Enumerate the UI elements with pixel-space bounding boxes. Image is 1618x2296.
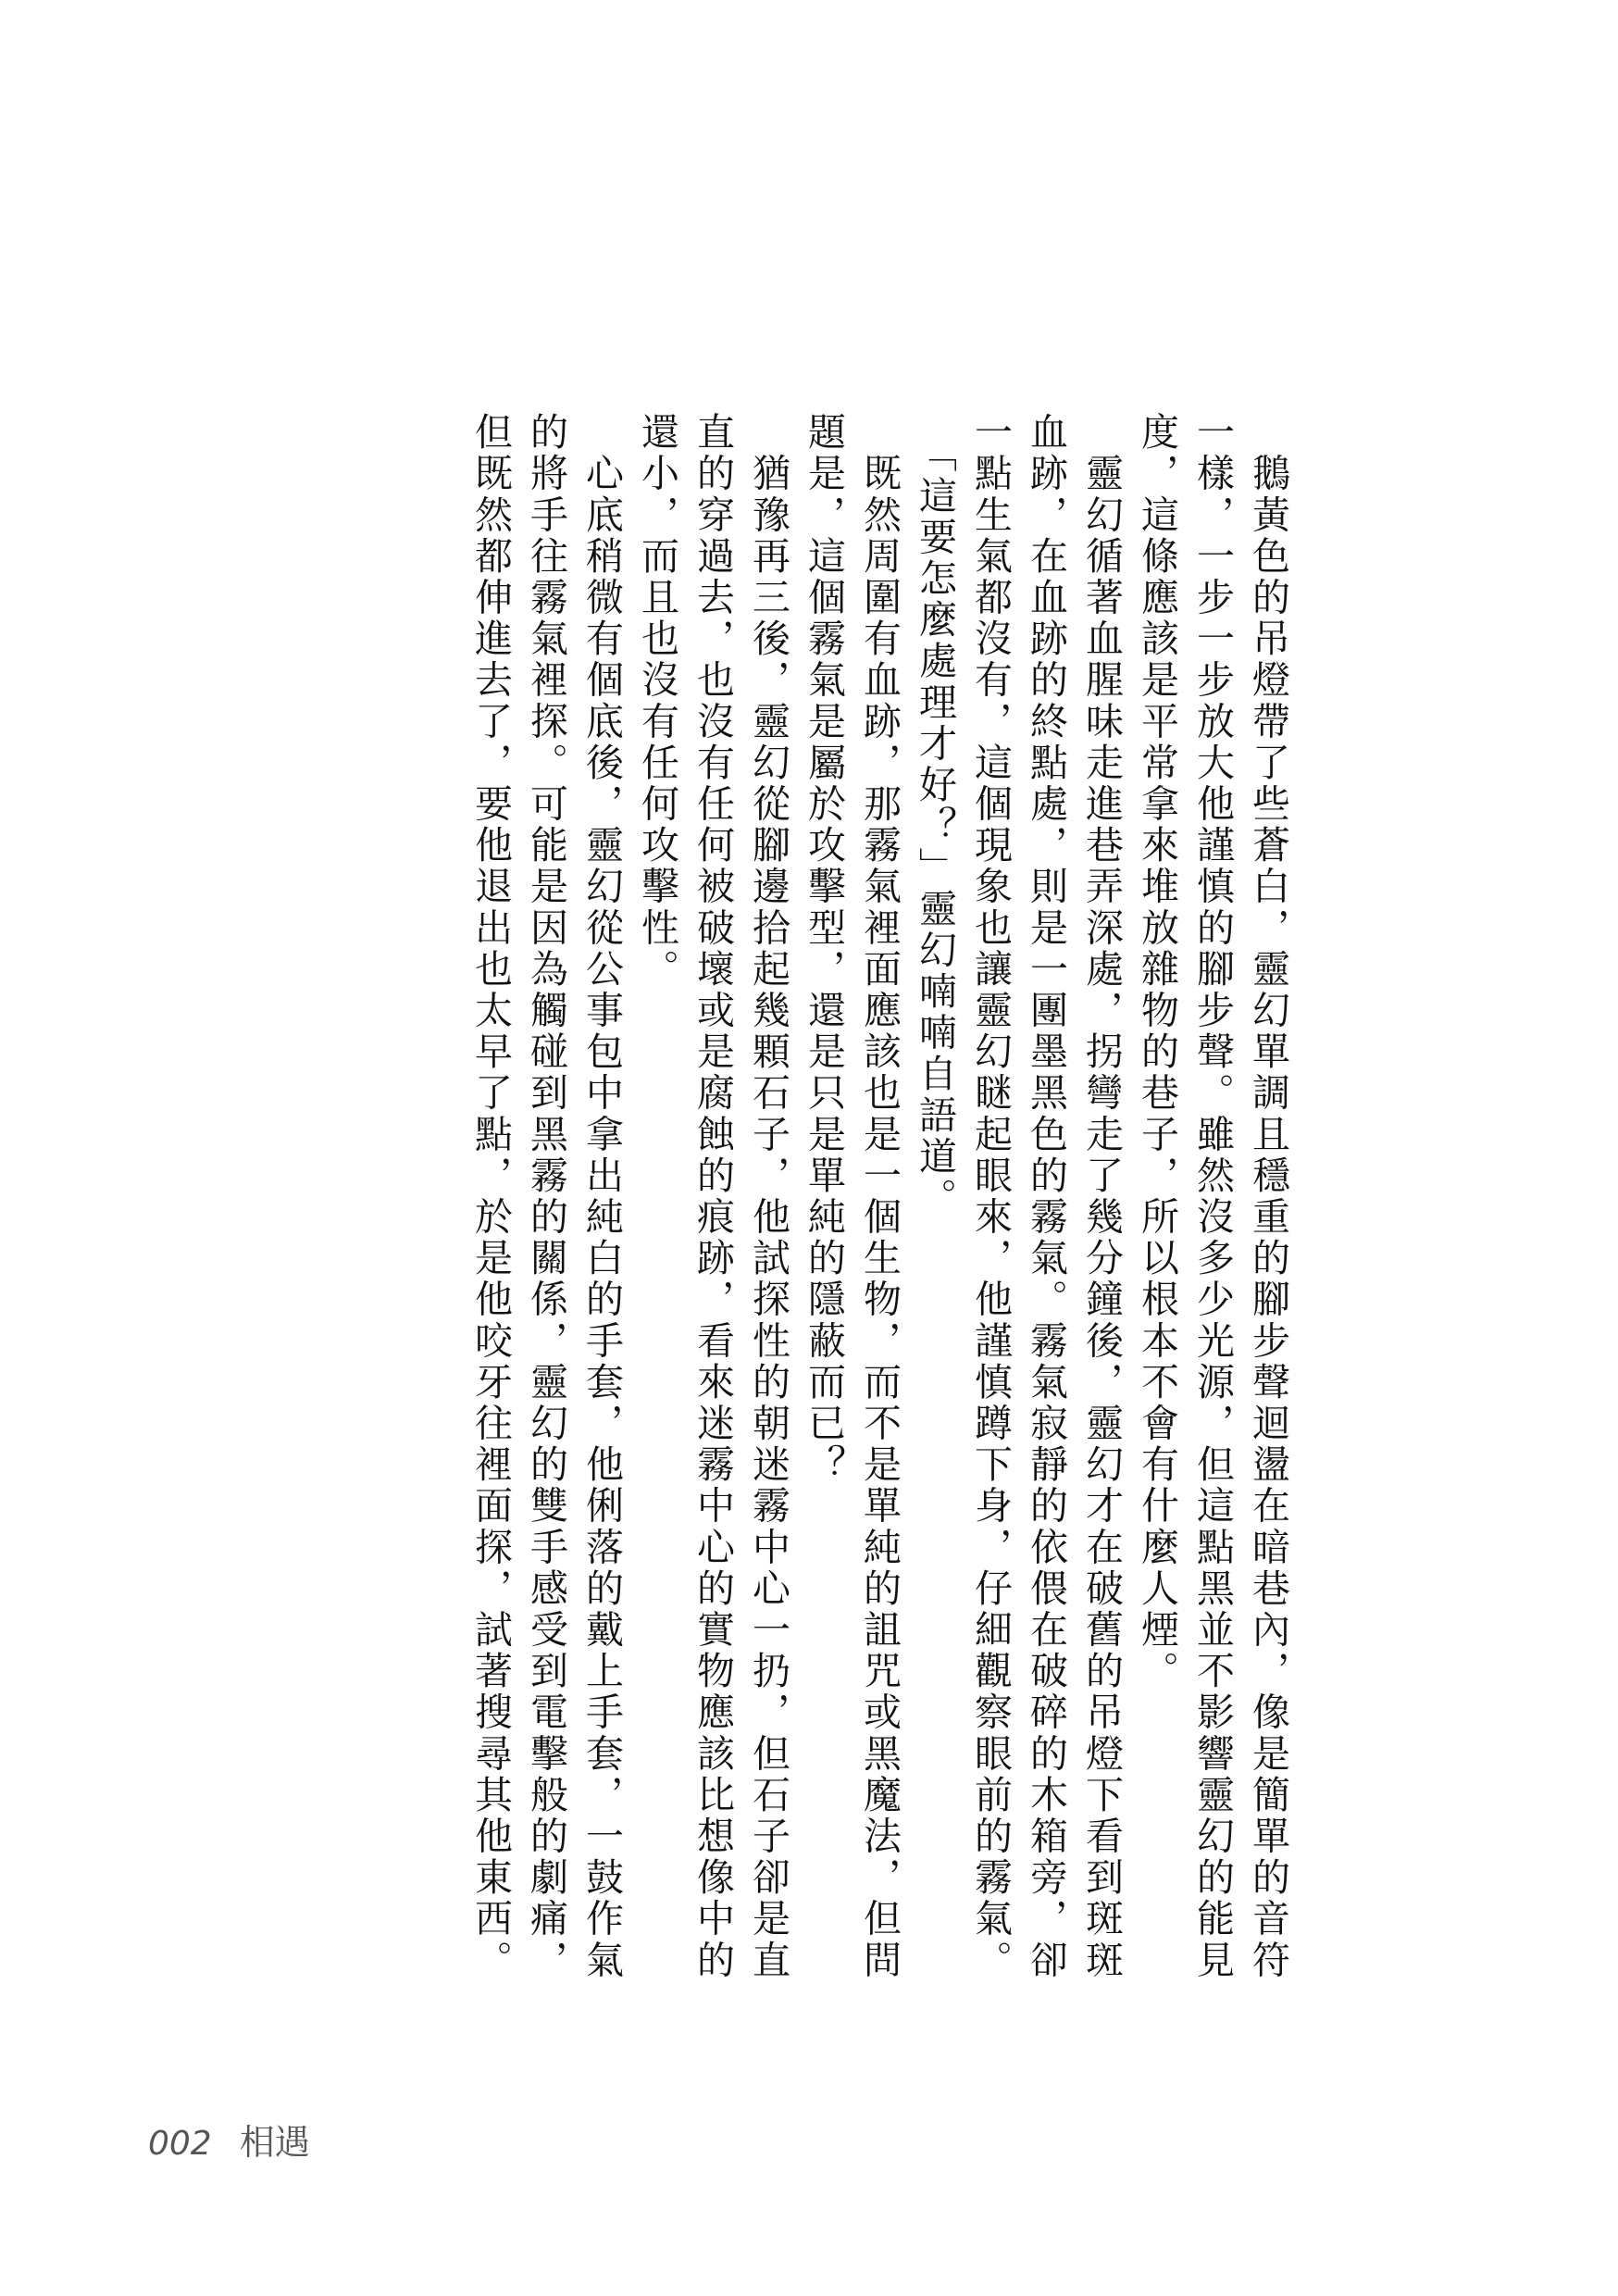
paragraph: 「這要怎麼處理才好？」靈幻喃喃自語道。: [913, 412, 957, 1219]
vertical-body-text: [366, 412, 1296, 2014]
page-number: 002: [148, 2125, 212, 2163]
paragraph: 鵝黃色的吊燈帶了些蒼白，靈幻單調且穩重的腳步聲迴盪在暗巷內，像是簡單的音符一樣，一步一步放大他謹慎的腳步聲。雖然沒多少光源，但這點黑並不影響靈幻的能見度，這條應該是平常拿來堆放雜物的巷子，所以根本不會有什麼人煙。: [1135, 412, 1290, 1981]
chapter-title: 相遇: [239, 2122, 310, 2163]
paragraph: 猶豫再三後，靈幻從腳邊拾起幾顆石子，他試探性的朝迷霧中心一扔，但石子卻是直直的穿過去，也沒有任何被破壞或是腐蝕的痕跡，看來迷霧中心的實物應該比想像中的還小，而且也沒有任何攻擊性。: [635, 412, 790, 1981]
page-footer: [148, 2114, 310, 2163]
paragraph: 靈幻循著血腥味走進巷弄深處，拐彎走了幾分鐘後，靈幻才在破舊的吊燈下看到斑斑血跡，在血跡的終點處，則是一團墨黑色的霧氣。霧氣寂靜的依偎在破碎的木箱旁，卻一點生氣都沒有，這個現象也讓靈幻瞇起眼來，他謹慎蹲下身，仔細觀察眼前的霧氣。: [968, 412, 1124, 1981]
paragraph: 既然周圍有血跡，那霧氣裡面應該也是一個生物，而不是單純的詛咒或黑魔法，但問題是，這個霧氣是屬於攻擊型，還是只是單純的隱蔽而已？: [802, 412, 902, 1981]
paragraph: 心底稍微有個底後，靈幻從公事包中拿出純白的手套，他俐落的戴上手套，一鼓作氣的將手往霧氣裡探。可能是因為觸碰到黑霧的關係，靈幻的雙手感受到電擊般的劇痛，但既然都伸進去了，要他退出也太早了點，於是他咬牙往裡面探，試著搜尋其他東西。: [468, 412, 624, 1981]
